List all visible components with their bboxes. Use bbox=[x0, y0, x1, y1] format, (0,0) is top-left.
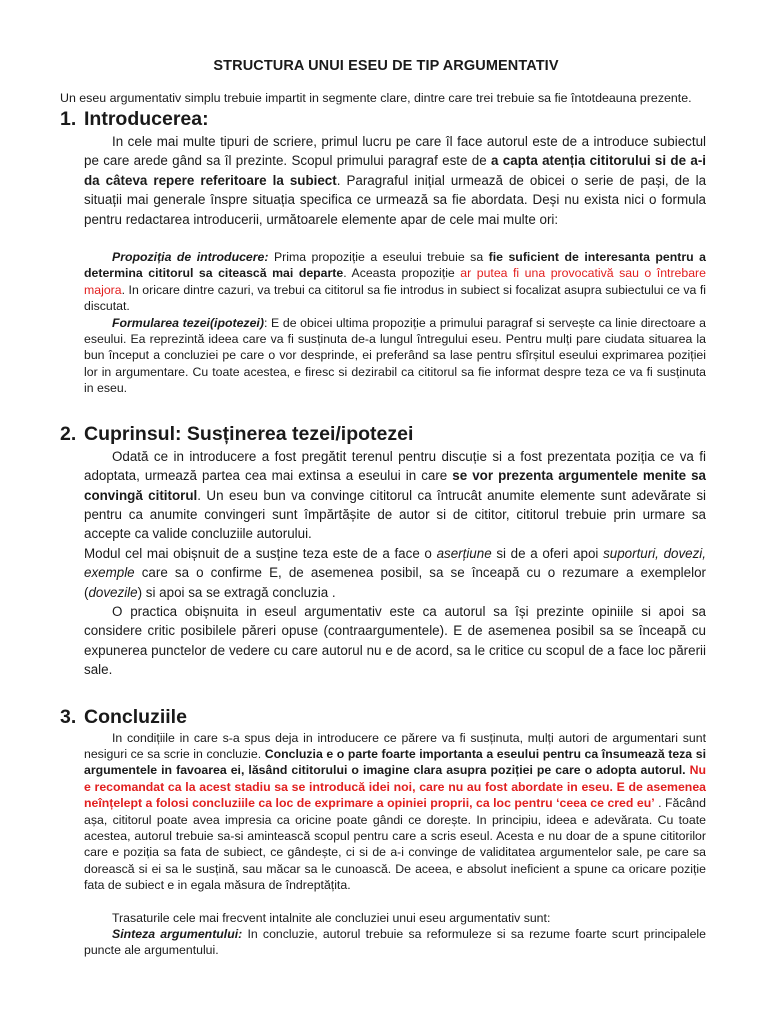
bold-run: a capta atenția cititorului si de a-i da câteva repere referitoare la subiect bbox=[84, 153, 707, 188]
intro-section-paragraph-2 bbox=[84, 249, 706, 315]
italic-run: aserțiune bbox=[436, 545, 492, 561]
bold-run: Concluzia e o parte foarte importanta a eseului pentru ca însumează teza si argumentele in favoarea ei, lăsând cititorului o imagine clara asupra poziției pe care o adopta autorul. bbox=[84, 746, 706, 778]
bold-run: se vor prezenta argumentele menite sa convingă cititorul bbox=[84, 468, 706, 503]
section-number: 2. bbox=[60, 422, 77, 445]
body-section-paragraph-2 bbox=[84, 544, 706, 602]
text-run: In condițiile in care s-a spus deja in introducere ce părere va fi susținuta, mulți autori de argumentari sunt nesiguri ce sa scrie in concluzie. bbox=[84, 730, 706, 761]
term-label: Sinteza argumentului: bbox=[112, 927, 243, 942]
section-title: Introducerea: bbox=[84, 108, 209, 130]
section-title: Cuprinsul: Susținerea tezei/ipotezei bbox=[84, 422, 414, 445]
intro-section-paragraph-3 bbox=[84, 315, 706, 397]
text-run: care sa o confirme E, de asemenea posibil, sa se înceapă cu o rezumare a exemplelor ( bbox=[84, 565, 706, 600]
spacer bbox=[60, 229, 712, 249]
term-label: Formularea tezei(ipotezei) bbox=[112, 315, 264, 330]
intro-section-paragraph-1 bbox=[84, 132, 706, 229]
text-run: . Aceasta propoziție bbox=[343, 266, 461, 281]
term-label: Propoziția de introducere: bbox=[112, 250, 269, 265]
spacer bbox=[60, 397, 712, 421]
text-run: In cele mai multe tipuri de scriere, primul lucru pe care îl face autorul este de a introduce subiectul pe care arede gând sa îl prezinte. Scopul primului paragraf este de bbox=[84, 134, 706, 169]
text-run: ) si apoi sa se extragă concluzia . bbox=[137, 584, 336, 600]
text-run: si de a oferi apoi bbox=[491, 545, 604, 561]
document-title: STRUCTURA UNUI ESEU DE TIP ARGUMENTATIV bbox=[213, 58, 559, 74]
text-run: In concluzie, autorul trebuie sa reformuleze si sa rezume foarte scurt principalele puncte ale argumentului. bbox=[84, 927, 706, 958]
section-number: 1. bbox=[60, 108, 77, 130]
text-run: . In oricare dintre cazuri, va trebui ca cititorul sa fie introdus in subiect si focalizat asupra subiectului ce va fi discutat. bbox=[84, 282, 706, 314]
section-title: Concluziile bbox=[84, 705, 187, 728]
spacer bbox=[60, 680, 712, 704]
conclusion-section-paragraph-1 bbox=[84, 730, 706, 894]
conclusion-section-paragraph-3 bbox=[84, 926, 706, 959]
bold-run: fie suficient de interesanta pentru a determina cititorul sa citească mai departe bbox=[84, 250, 706, 281]
text-run: Odată ce in introducere a fost pregătit terenul pentru discuție si a fost prezentata poziția ce va fi adoptata, urmează partea cea mai extinsa a eseului in care bbox=[84, 448, 706, 484]
text-run: Modul cel mai obișnuit de a susține teza este de a face o bbox=[84, 545, 437, 561]
highlight-run: Nu e recomandat ca la acest stadiu sa se introducă idei noi, care nu au fost abordate in eseu. E de asemenea neînțelept a folosi concluziile ca loc de exprimare a opiniei proprii, ca loc pentru ‘ceea ce cred eu’ bbox=[84, 763, 706, 811]
section-heading-concluziile bbox=[60, 704, 712, 730]
section-heading-cuprinsul bbox=[60, 421, 712, 447]
section-heading-introducerea bbox=[60, 106, 712, 132]
highlight-run: ar putea fi una provocativă sau o întrebare majora bbox=[84, 266, 706, 297]
text-run: . Paragraful inițial urmează de obicei o serie de pași, de la situații mai generale înspre situația specifica ce urmează sa fie abordata. Deși nu exista nici o formula pentru redactarea introducerii, următoarele elemente apar de cele mai multe ori: bbox=[84, 172, 707, 227]
italic-run: dovezile bbox=[88, 584, 138, 600]
italic-run: suporturi, dovezi, exemple bbox=[84, 545, 706, 581]
intro-paragraph: Un eseu argumentativ simplu trebuie impartit in segmente clare, dintre care trei trebuie sa fie întotdeauna prezente. bbox=[60, 91, 692, 105]
body-section-paragraph-3: O practica obișnuita in eseul argumentativ este ca autorul sa își prezinte opiniile si apoi sa considere critic posibilele păreri opuse (contraargumentele). E de asemenea posibil sa se înceapă cu expunerea punctelor de vedere cu care autorul nu e de acord, sa le critice cu scopul de a face loc părerii sale. bbox=[84, 603, 706, 678]
conclusion-section-paragraph-2: Trasaturile cele mai frecvent intalnite ale concluziei unui eseu argumentativ sunt: bbox=[112, 910, 551, 925]
text-run: : E de obicei ultima propoziție a primului paragraf si servește ca linie directoare a eseului. Ea reprezintă ideea care va fi susținuta de-a lungul întregului eseu. Pentru mulți pare ciudata situarea la bun început a concluziei pe care o vor desprinde, ei preferând sa lase pentru sfîrșitul eseului exprimarea poziției lor in argumentare. Cu toate acestea, e firesc si dezirabil ca cititorul sa fie informat despre teza ce va fi susținuta in eseu. bbox=[84, 315, 706, 396]
text-run: Prima propoziție a eseului trebuie sa bbox=[268, 250, 489, 265]
text-run: . Un eseu bun va convinge cititorul ca întrucât anumite elemente sunt adevărate si pentru ca anumite convingeri sunt împărtășite de autor si de cititor, cititorul trebuie prin urmare sa accepte ca valide concluziile autorului. bbox=[84, 487, 706, 542]
body-section-paragraph-1 bbox=[84, 447, 706, 544]
spacer bbox=[60, 894, 712, 910]
text-run: . Făcând așa, cititorul poate avea impresia ca oricine poate gândi ce dorește. In principiu, ideea e adevărata. Cu toate acestea, autorul trebuie sa-si amintească scopul pentru care a scris eseul. Acesta e nu doar de a spune cititorilor care e poziția sa fata de subiect, ce gândește, ci si de a-i convinge de validitatea argumentelor sale, pe care sa dorească si ei sa le susțină, sau măcar sa le cunoască. De aceea, e absolut ineficient a spune ca oricare poziție fata de subiect e in egala măsura de îndreptățita. bbox=[84, 796, 706, 893]
section-number: 3. bbox=[60, 705, 77, 728]
